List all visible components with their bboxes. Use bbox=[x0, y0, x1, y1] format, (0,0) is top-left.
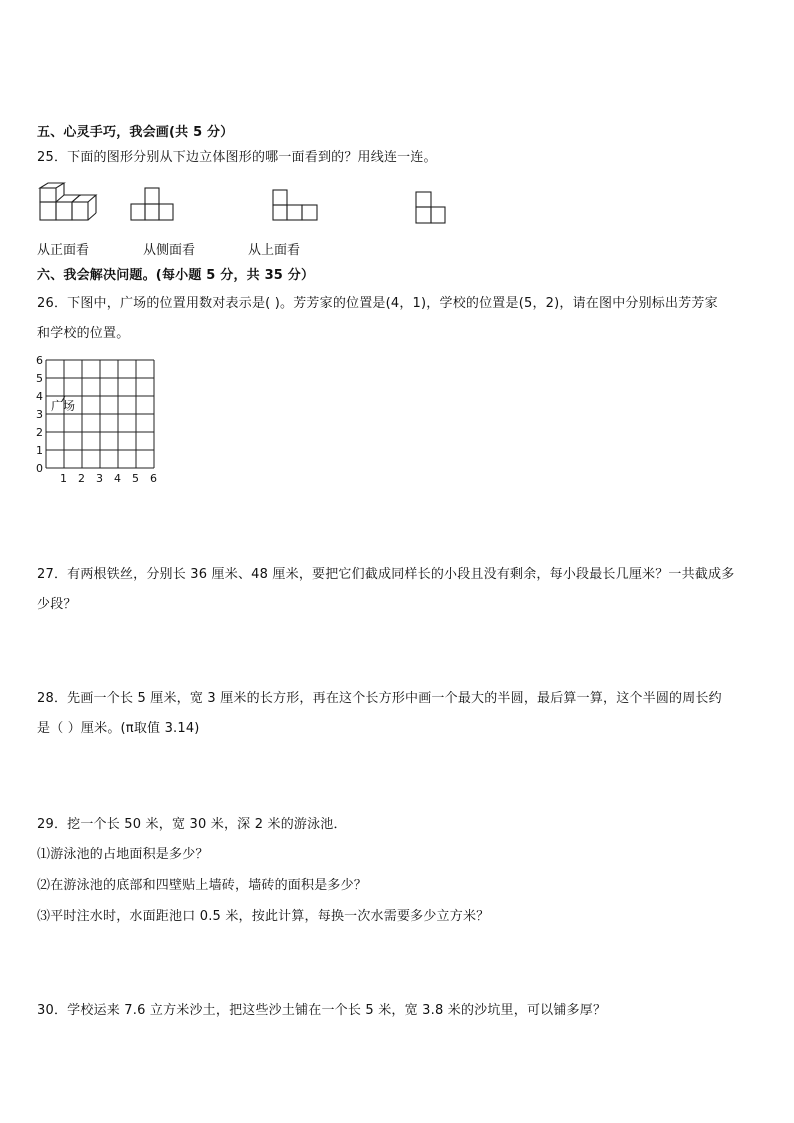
landmark-square-label: 广场 bbox=[51, 399, 76, 413]
x-tick-label: 3 bbox=[96, 472, 103, 485]
view-label-front: 从正面看 bbox=[37, 243, 90, 258]
question-28-line1: 28．先画一个长 5 厘米，宽 3 厘米的长方形，再在这个长方形中画一个最大的半圆，最后算一算，这个半圆的周长约 bbox=[37, 691, 722, 706]
y-tick-label: 0 bbox=[36, 462, 43, 475]
view-shape-c bbox=[412, 190, 448, 228]
y-tick-label: 1 bbox=[36, 444, 43, 457]
question-29-part2: ⑵在游泳池的底部和四壁贴上墙砖，墙砖的面积是多少？ bbox=[37, 878, 368, 893]
solid-figure bbox=[38, 182, 102, 222]
x-tick-label: 4 bbox=[114, 472, 121, 485]
y-tick-label: 6 bbox=[36, 354, 43, 367]
question-27-line2: 少段？ bbox=[37, 597, 77, 612]
x-tick-label: 1 bbox=[60, 472, 67, 485]
y-tick-label: 4 bbox=[36, 390, 43, 403]
y-tick-label: 2 bbox=[36, 426, 43, 439]
section6-heading: 六、我会解决问题。(每小题 5 分，共 35 分） bbox=[37, 268, 315, 283]
question-28-line2: 是（ ）厘米。(π取值 3.14) bbox=[37, 721, 200, 736]
coordinate-grid bbox=[34, 354, 164, 486]
view-shape-b bbox=[271, 188, 321, 224]
question-29: 29．挖一个长 50 米，宽 30 米，深 2 米的游泳池． bbox=[37, 817, 347, 832]
question-29-part1: ⑴游泳池的占地面积是多少？ bbox=[37, 847, 209, 862]
x-tick-label: 6 bbox=[150, 472, 157, 485]
x-tick-label: 2 bbox=[78, 472, 85, 485]
y-tick-label: 3 bbox=[36, 408, 43, 421]
y-tick-label: 5 bbox=[36, 372, 43, 385]
view-label-side: 从侧面看 bbox=[143, 243, 196, 258]
view-label-top: 从上面看 bbox=[248, 243, 301, 258]
question-30: 30．学校运来 7.6 立方米沙土，把这些沙土铺在一个长 5 米，宽 3.8 米的沙坑里，可以铺多厚？ bbox=[37, 1003, 607, 1018]
question-29-part3: ⑶平时注水时，水面距池口 0.5 米，按此计算，每换一次水需要多少立方米？ bbox=[37, 909, 490, 924]
question-25: 25．下面的图形分别从下边立体图形的哪一面看到的？用线连一连。 bbox=[37, 150, 437, 165]
x-tick-label: 5 bbox=[132, 472, 139, 485]
section5-heading: 五、心灵手巧，我会画(共 5 分） bbox=[37, 125, 234, 140]
question-27-line1: 27．有两根铁丝，分别长 36 厘米、48 厘米，要把它们截成同样长的小段且没有剩余，每小段最长几厘米？一共截成多 bbox=[37, 567, 735, 582]
question-26-line2: 和学校的位置。 bbox=[37, 326, 130, 341]
view-shape-a bbox=[130, 186, 176, 222]
question-26-line1: 26．下图中，广场的位置用数对表示是( )。芳芳家的位置是(4，1)，学校的位置是(5，2)，请在图中分别标出芳芳家 bbox=[37, 296, 718, 311]
